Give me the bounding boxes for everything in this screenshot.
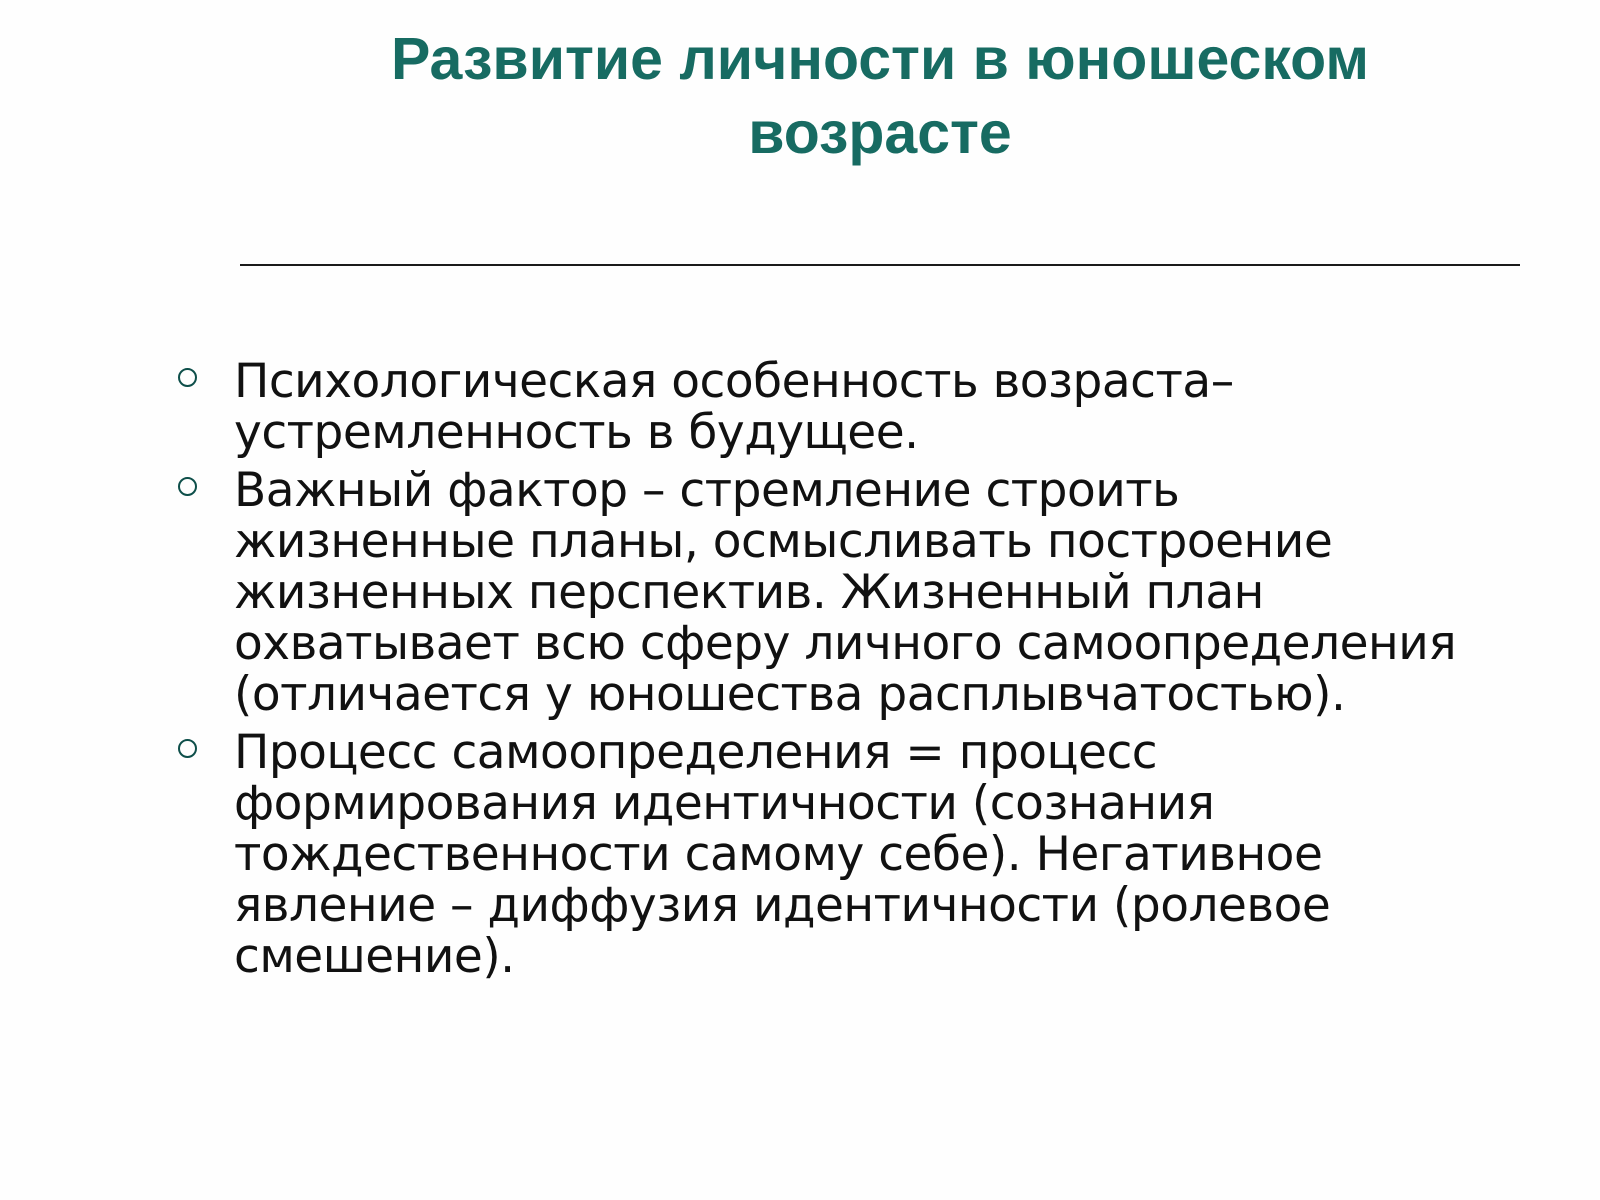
circle-bullet-icon <box>178 477 197 496</box>
bullet-text: Важный фактор – стремление строить жизненные планы, осмысливать построение жизненных перспектив. Жизненный план охватывает всю сферу личного самоопределения (отличается у юношества расплывчатостью). <box>234 463 1457 722</box>
slide-title: Развитие личности в юношеском возрасте <box>390 26 1370 166</box>
bullet-text: Процесс самоопределения = процесс формирования идентичности (сознания тождественности самому себе). Негативное явление – диффузия идентичности (ролевое смешение). <box>234 725 1331 984</box>
bullet-item <box>176 727 1466 982</box>
bullet-item <box>176 356 1466 458</box>
bullet-item <box>176 465 1466 720</box>
circle-bullet-icon <box>178 368 197 387</box>
bullet-text: Психологическая особенность возраста– устремленность в будущее. <box>234 354 1234 460</box>
title-divider <box>240 264 1520 266</box>
bullet-list <box>176 356 1466 989</box>
circle-bullet-icon <box>178 739 197 758</box>
